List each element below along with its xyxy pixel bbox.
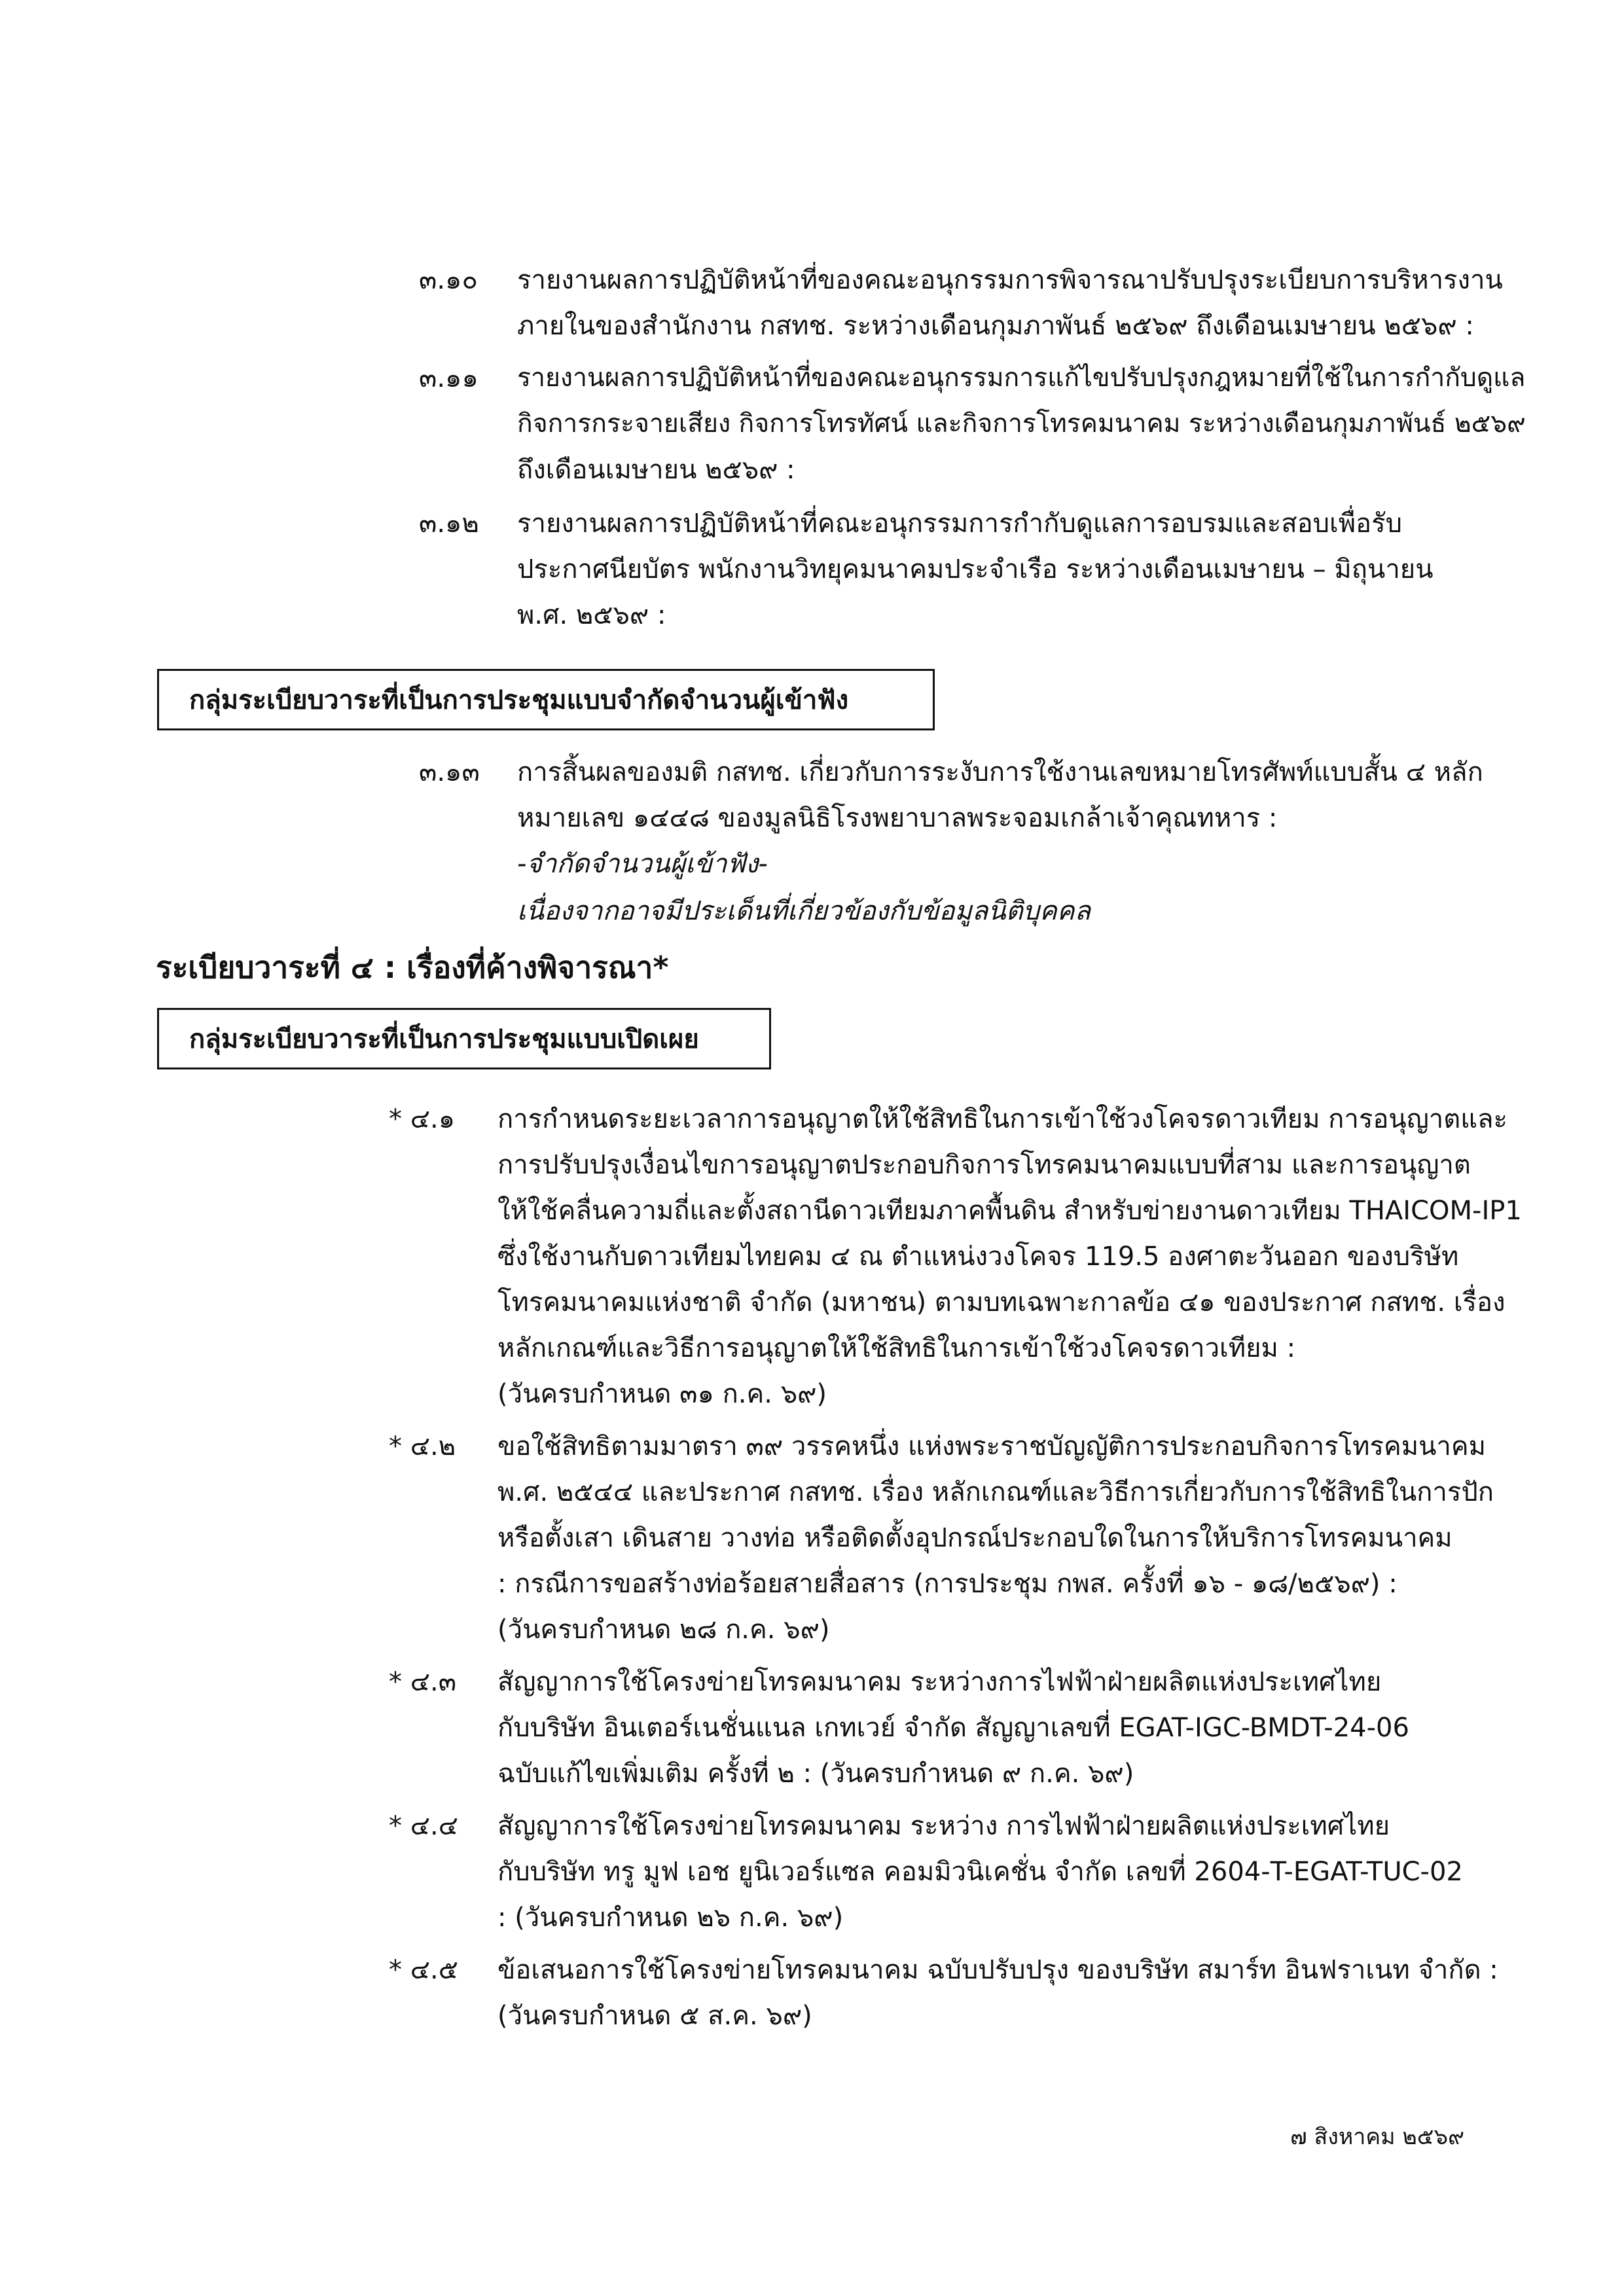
item-number: ๓.๑๐ bbox=[419, 265, 478, 295]
item-text-line: การสิ้นผลของมติ กสทช. เกี่ยวกับการระงับการใช้งานเลขหมายโทรศัพท์แบบสั้น ๔ หลัก bbox=[517, 757, 1483, 787]
group-restricted-label: กลุ่มระเบียบวาระที่เป็นการประชุมแบบจำกัดจำนวนผู้เข้าฟัง bbox=[189, 685, 849, 715]
item-text-line: การปรับปรุงเงื่อนไขการอนุญาตประกอบกิจการโทรคมนาคมแบบที่สาม และการอนุญาต bbox=[497, 1150, 1471, 1180]
restricted-note: -จำกัดจำนวนผู้เข้าฟัง- bbox=[517, 849, 768, 879]
item-text-line: ข้อเสนอการใช้โครงข่ายโทรคมนาคม ฉบับปรับปรุง ของบริษัท สมาร์ท อินฟราเนท จำกัด : bbox=[497, 1955, 1498, 1985]
item-text-line: ซึ่งใช้งานกับดาวเทียมไทยคม ๔ ณ ตำแหน่งวงโคจร 119.5 องศาตะวันออก ของบริษัท bbox=[497, 1242, 1459, 1272]
item-text-line: พ.ศ. ๒๕๔๔ และประกาศ กสทช. เรื่อง หลักเกณฑ์และวิธีการเกี่ยวกับการใช้สิทธิในการปัก bbox=[497, 1477, 1494, 1507]
item-text-line: รายงานผลการปฏิบัติหน้าที่คณะอนุกรรมการกำกับดูแลการอบรมและสอบเพื่อรับ bbox=[517, 509, 1402, 539]
item-text-line: พ.ศ. ๒๕๖๙ : bbox=[517, 600, 666, 630]
footer-date: ๗ สิงหาคม ๒๕๖๙ bbox=[1290, 2124, 1464, 2150]
item-text-line: สัญญาการใช้โครงข่ายโทรคมนาคม ระหว่าง การไฟฟ้าฝ่ายผลิตแห่งประเทศไทย bbox=[497, 1811, 1390, 1841]
item-number: * ๔.๓ bbox=[389, 1667, 457, 1697]
item-number: ๓.๑๓ bbox=[419, 757, 480, 787]
item-text-line: หมายเลข ๑๔๔๘ ของมูลนิธิโรงพยาบาลพระจอมเกล้าเจ้าคุณทหาร : bbox=[517, 803, 1278, 833]
item-text-line: (วันครบกำหนด ๒๘ ก.ค. ๖๙) bbox=[497, 1615, 830, 1645]
item-text-line: โทรคมนาคมแห่งชาติ จำกัด (มหาชน) ตามบทเฉพาะกาลข้อ ๔๑ ของประกาศ กสทช. เรื่อง bbox=[497, 1287, 1506, 1318]
item-text-line: ประกาศนียบัตร พนักงานวิทยุคมนาคมประจำเรือ ระหว่างเดือนเมษายน – มิถุนายน bbox=[517, 554, 1434, 584]
item-text-line: ให้ใช้คลื่นความถี่และตั้งสถานีดาวเทียมภาคพื้นดิน สำหรับข่ายงานดาวเทียม THAICOM-IP1 bbox=[497, 1196, 1522, 1226]
item-text-line: ขอใช้สิทธิตามมาตรา ๓๙ วรรคหนึ่ง แห่งพระราชบัญญัติการประกอบกิจการโทรคมนาคม bbox=[497, 1431, 1487, 1462]
item-text-line: กับบริษัท ทรู มูฟ เอช ยูนิเวอร์แซล คอมมิวนิเคชั่น จำกัด เลขที่ 2604-T-EGAT-TUC-02 bbox=[497, 1857, 1463, 1887]
item-text-line: หลักเกณฑ์และวิธีการอนุญาตให้ใช้สิทธิในการเข้าใช้วงโคจรดาวเทียม : bbox=[497, 1333, 1296, 1363]
item-text-line: ภายในของสำนักงาน กสทช. ระหว่างเดือนกุมภาพันธ์ ๒๕๖๙ ถึงเดือนเมษายน ๒๕๖๙ : bbox=[517, 311, 1474, 341]
item-text-line: หรือตั้งเสา เดินสาย วางท่อ หรือติดตั้งอุปกรณ์ประกอบใดในการให้บริการโทรคมนาคม bbox=[497, 1523, 1453, 1553]
item-number: ๓.๑๑ bbox=[419, 363, 478, 393]
item-number: * ๔.๒ bbox=[389, 1431, 456, 1462]
group-restricted-box bbox=[157, 669, 935, 730]
item-text-line: กับบริษัท อินเตอร์เนชั่นแนล เกทเวย์ จำกัด สัญญาเลขที่ EGAT-IGC-BMDT-24-06 bbox=[497, 1713, 1409, 1743]
item-number: * ๔.๑ bbox=[389, 1104, 456, 1134]
item-text-line: (วันครบกำหนด ๓๑ ก.ค. ๖๙) bbox=[497, 1379, 827, 1409]
item-text-line: ฉบับแก้ไขเพิ่มเติม ครั้งที่ ๒ : (วันครบกำหนด ๙ ก.ค. ๖๙) bbox=[497, 1759, 1134, 1789]
item-text-line: (วันครบกำหนด ๕ ส.ค. ๖๙) bbox=[497, 2001, 812, 2031]
item-text-line: : (วันครบกำหนด ๒๖ ก.ค. ๖๙) bbox=[497, 1903, 844, 1933]
item-number: * ๔.๕ bbox=[389, 1955, 458, 1985]
item-number: ๓.๑๒ bbox=[419, 509, 479, 539]
item-text-line: : กรณีการขอสร้างท่อร้อยสายสื่อสาร (การประชุม กพส. ครั้งที่ ๑๖ - ๑๘/๒๕๖๙) : bbox=[497, 1569, 1398, 1599]
item-number: * ๔.๔ bbox=[389, 1811, 458, 1841]
item-text-line: ถึงเดือนเมษายน ๒๕๖๙ : bbox=[517, 455, 795, 485]
group-open-box bbox=[157, 1008, 771, 1069]
group-open-label: กลุ่มระเบียบวาระที่เป็นการประชุมแบบเปิดเผย bbox=[189, 1024, 699, 1054]
item-text-line: รายงานผลการปฏิบัติหน้าที่ของคณะอนุกรรมการพิจารณาปรับปรุงระเบียบการบริหารงาน bbox=[517, 265, 1503, 295]
restricted-reason: เนื่องจากอาจมีประเด็นที่เกี่ยวข้องกับข้อมูลนิติบุคคล bbox=[517, 896, 1091, 926]
item-text-line: สัญญาการใช้โครงข่ายโทรคมนาคม ระหว่างการไฟฟ้าฝ่ายผลิตแห่งประเทศไทย bbox=[497, 1667, 1382, 1697]
item-text-line: การกำหนดระยะเวลาการอนุญาตให้ใช้สิทธิในการเข้าใช้วงโคจรดาวเทียม การอนุญาตและ bbox=[497, 1104, 1507, 1134]
item-text-line: รายงานผลการปฏิบัติหน้าที่ของคณะอนุกรรมการแก้ไขปรับปรุงกฎหมายที่ใช้ในการกำกับดูแล bbox=[517, 363, 1526, 393]
item-text-line: กิจการกระจายเสียง กิจการโทรทัศน์ และกิจการโทรคมนาคม ระหว่างเดือนกุมภาพันธ์ ๒๕๖๙ bbox=[517, 409, 1526, 439]
agenda-4-heading: ระเบียบวาระที่ ๔ : เรื่องที่ค้างพิจารณา* bbox=[156, 950, 669, 985]
